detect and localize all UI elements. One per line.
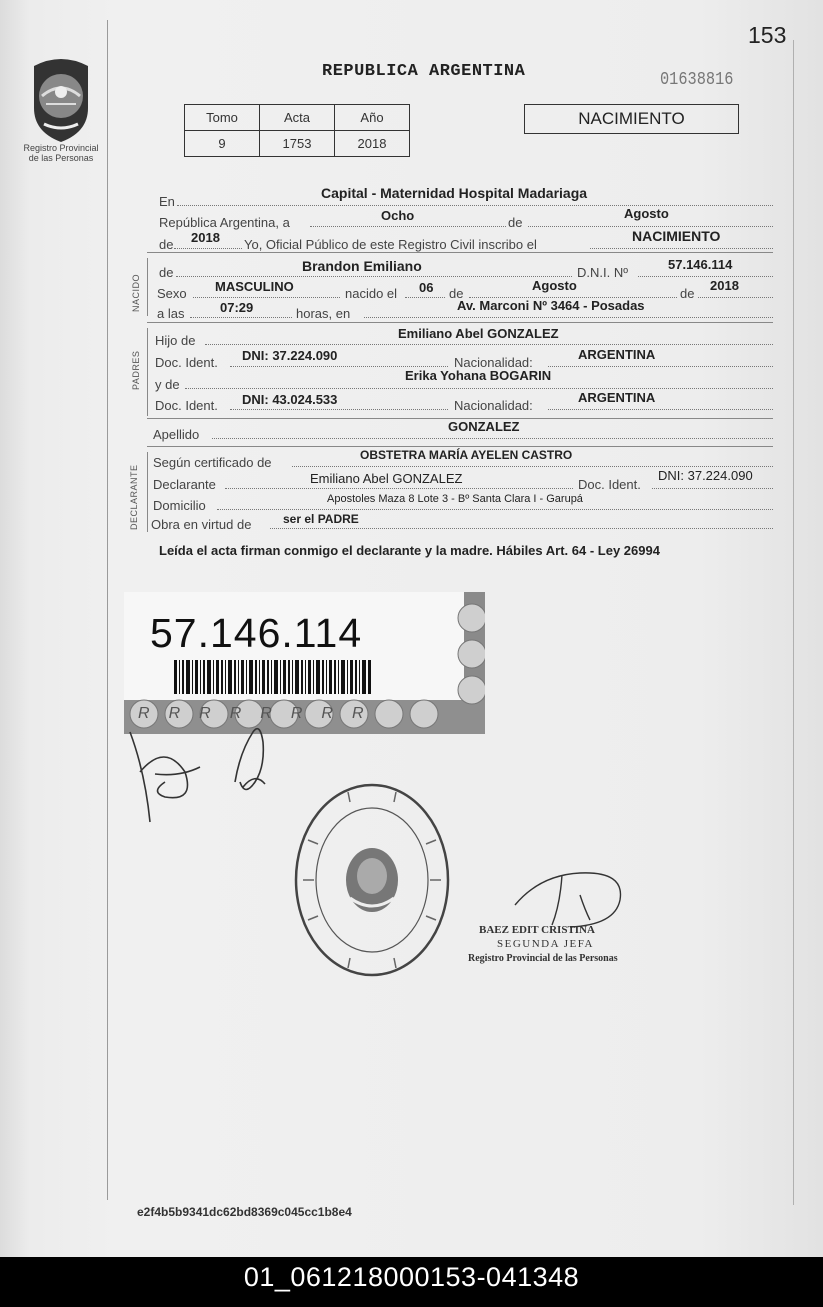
madre-doc-value: DNI: 43.024.533 — [242, 392, 338, 407]
dia-value: 06 — [419, 280, 434, 295]
domicilio-value: Apostoles Maza 8 Lote 3 - Bº Santa Clara I - Garupá — [327, 493, 583, 505]
left-margin-line — [107, 20, 108, 1200]
pattern-letter: R — [321, 705, 352, 722]
sexo-value: MASCULINO — [215, 279, 294, 294]
footer-filename: 01_061218000153-041348 — [243, 1262, 580, 1292]
declarante-side-label: DECLARANTE — [129, 464, 139, 530]
declarant-signature-icon — [125, 712, 285, 842]
dotted-line — [174, 248, 242, 249]
padre-nac-value: ARGENTINA — [578, 347, 656, 362]
dni-value: 57.146.114 — [668, 257, 733, 272]
mes-value: Agosto — [624, 206, 669, 221]
section-separator — [147, 322, 773, 323]
alas-label: a las — [157, 306, 185, 321]
official-title: SEGUNDA JEFA — [497, 938, 594, 950]
pattern-letter: R — [199, 705, 230, 722]
dotted-line — [548, 409, 773, 410]
de-label: de — [159, 265, 174, 280]
dotted-line — [652, 488, 773, 489]
dotted-line — [405, 297, 445, 298]
page-number: 153 — [748, 22, 787, 48]
padres-side-label: PADRES — [131, 350, 141, 390]
dotted-line — [698, 297, 773, 298]
republica-label: República Argentina, a — [159, 215, 290, 230]
apellido-value: GONZALEZ — [448, 419, 520, 434]
dotted-line — [230, 366, 448, 367]
domicilio-label: Domicilio — [153, 498, 206, 513]
official-office: Registro Provincial de las Personas — [468, 953, 618, 964]
pattern-letter: R — [351, 705, 383, 722]
dotted-line — [590, 248, 773, 249]
pattern-letter: R — [138, 705, 169, 722]
nacido-side-label: NACIDO — [131, 273, 141, 312]
dia-value: Ocho — [381, 208, 415, 223]
certificado-label: Según certificado de — [153, 455, 272, 470]
table-header: Acta — [260, 105, 335, 131]
logo-caption-line: Registro Provincial — [23, 143, 99, 153]
de-label: de — [159, 237, 174, 252]
logo-caption — [10, 143, 112, 163]
dotted-line — [270, 528, 773, 529]
acto-value: NACIMIENTO — [632, 228, 721, 244]
dotted-line — [177, 205, 773, 206]
section-separator — [147, 446, 773, 447]
anio-value: 2018 — [191, 230, 220, 245]
country-title: REPUBLICA ARGENTINA — [322, 62, 526, 81]
dotted-line — [185, 388, 773, 389]
section-separator — [147, 252, 773, 253]
pattern-letter: R — [260, 705, 291, 722]
barcode-icon — [174, 660, 374, 694]
pattern-letter: R — [290, 705, 322, 722]
de-label: de — [680, 286, 695, 301]
lectura-text: Leída el acta firman conmigo el declarante y la madre. Hábiles Art. 64 - Ley 26994 — [159, 543, 660, 558]
dotted-line — [193, 297, 340, 298]
obra-label: Obra en virtud de — [151, 517, 252, 532]
dotted-line — [190, 317, 292, 318]
section-bracket — [147, 258, 148, 316]
madre-nac-value: ARGENTINA — [578, 390, 656, 405]
dotted-line — [310, 226, 506, 227]
nacido-label: nacido el — [345, 286, 398, 301]
document-hash: e2f4b5b9341dc62bd8369c045cc1b8e4 — [137, 1205, 352, 1219]
serial-number: 01638816 — [660, 70, 734, 90]
declarante-label: Declarante — [153, 477, 216, 492]
padre-doc-value: DNI: 37.224.090 — [242, 348, 338, 363]
official-name: BAEZ EDIT CRISTINA — [479, 924, 595, 936]
logo-caption-line: de las Personas — [28, 153, 94, 163]
lugar-value: Av. Marconi Nº 3464 - Posadas — [457, 298, 645, 313]
sexo-label: Sexo — [157, 286, 187, 301]
nacionalidad-label: Nacionalidad: — [454, 398, 533, 413]
declarante-value: Emiliano Abel GONZALEZ — [310, 471, 463, 486]
dotted-line — [205, 344, 773, 345]
section-bracket — [147, 328, 148, 416]
horas-label: horas, en — [296, 306, 351, 321]
nacionalidad-label: Nacionalidad: — [454, 355, 533, 370]
padre-value: Emiliano Abel GONZALEZ — [398, 326, 559, 341]
dotted-line — [225, 488, 573, 489]
table-cell: 1753 — [260, 131, 335, 157]
tomo-acta-table — [184, 104, 410, 157]
apellido-label: Apellido — [153, 427, 200, 442]
dotted-line — [176, 276, 572, 277]
yde-label: y de — [155, 377, 180, 392]
dotted-line — [217, 509, 773, 510]
hijo-label: Hijo de — [155, 333, 196, 348]
doc-label: Doc. Ident. — [578, 477, 641, 492]
declarante-doc-value: DNI: 37.224.090 — [658, 468, 753, 483]
en-value: Capital - Maternidad Hospital Madariaga — [321, 185, 588, 201]
dotted-line — [528, 226, 773, 227]
anio-value: 2018 — [710, 278, 739, 293]
obra-value: ser el PADRE — [283, 512, 359, 526]
mes-value: Agosto — [532, 278, 577, 293]
en-label: En — [159, 194, 175, 209]
pattern-letter: R — [168, 705, 200, 722]
table-header: Tomo — [185, 105, 260, 131]
table-cell: 2018 — [335, 131, 410, 157]
act-kind-box: NACIMIENTO — [524, 104, 739, 134]
pattern-letter: R — [229, 705, 261, 722]
table-cell: 9 — [185, 131, 260, 157]
dotted-line — [292, 466, 773, 467]
dotted-line — [638, 276, 773, 277]
certificado-value: OBSTETRA MARÍA AYELEN CASTRO — [360, 448, 573, 462]
sticker-number: 57.146.114 — [150, 610, 363, 656]
nombre-value: Brandon Emiliano — [302, 258, 422, 274]
section-bracket — [147, 452, 148, 532]
oficial-label: Yo, Oficial Público de este Registro Civil inscribo el — [244, 237, 537, 252]
de-label: de — [449, 286, 464, 301]
dotted-line — [230, 409, 448, 410]
doc-label: Doc. Ident. — [155, 355, 218, 370]
dotted-line — [212, 438, 773, 439]
table-header: Año — [335, 105, 410, 131]
right-margin-line — [793, 40, 794, 1205]
doc-label: Doc. Ident. — [155, 398, 218, 413]
dotted-line — [364, 317, 773, 318]
madre-value: Erika Yohana BOGARIN — [405, 368, 552, 383]
provincial-emblem-icon — [22, 52, 100, 144]
dotted-line — [548, 366, 773, 367]
hora-value: 07:29 — [220, 300, 254, 315]
dni-label: D.N.I. Nº — [577, 265, 628, 280]
de-label: de — [508, 215, 523, 230]
registry-seal-icon — [288, 780, 458, 980]
